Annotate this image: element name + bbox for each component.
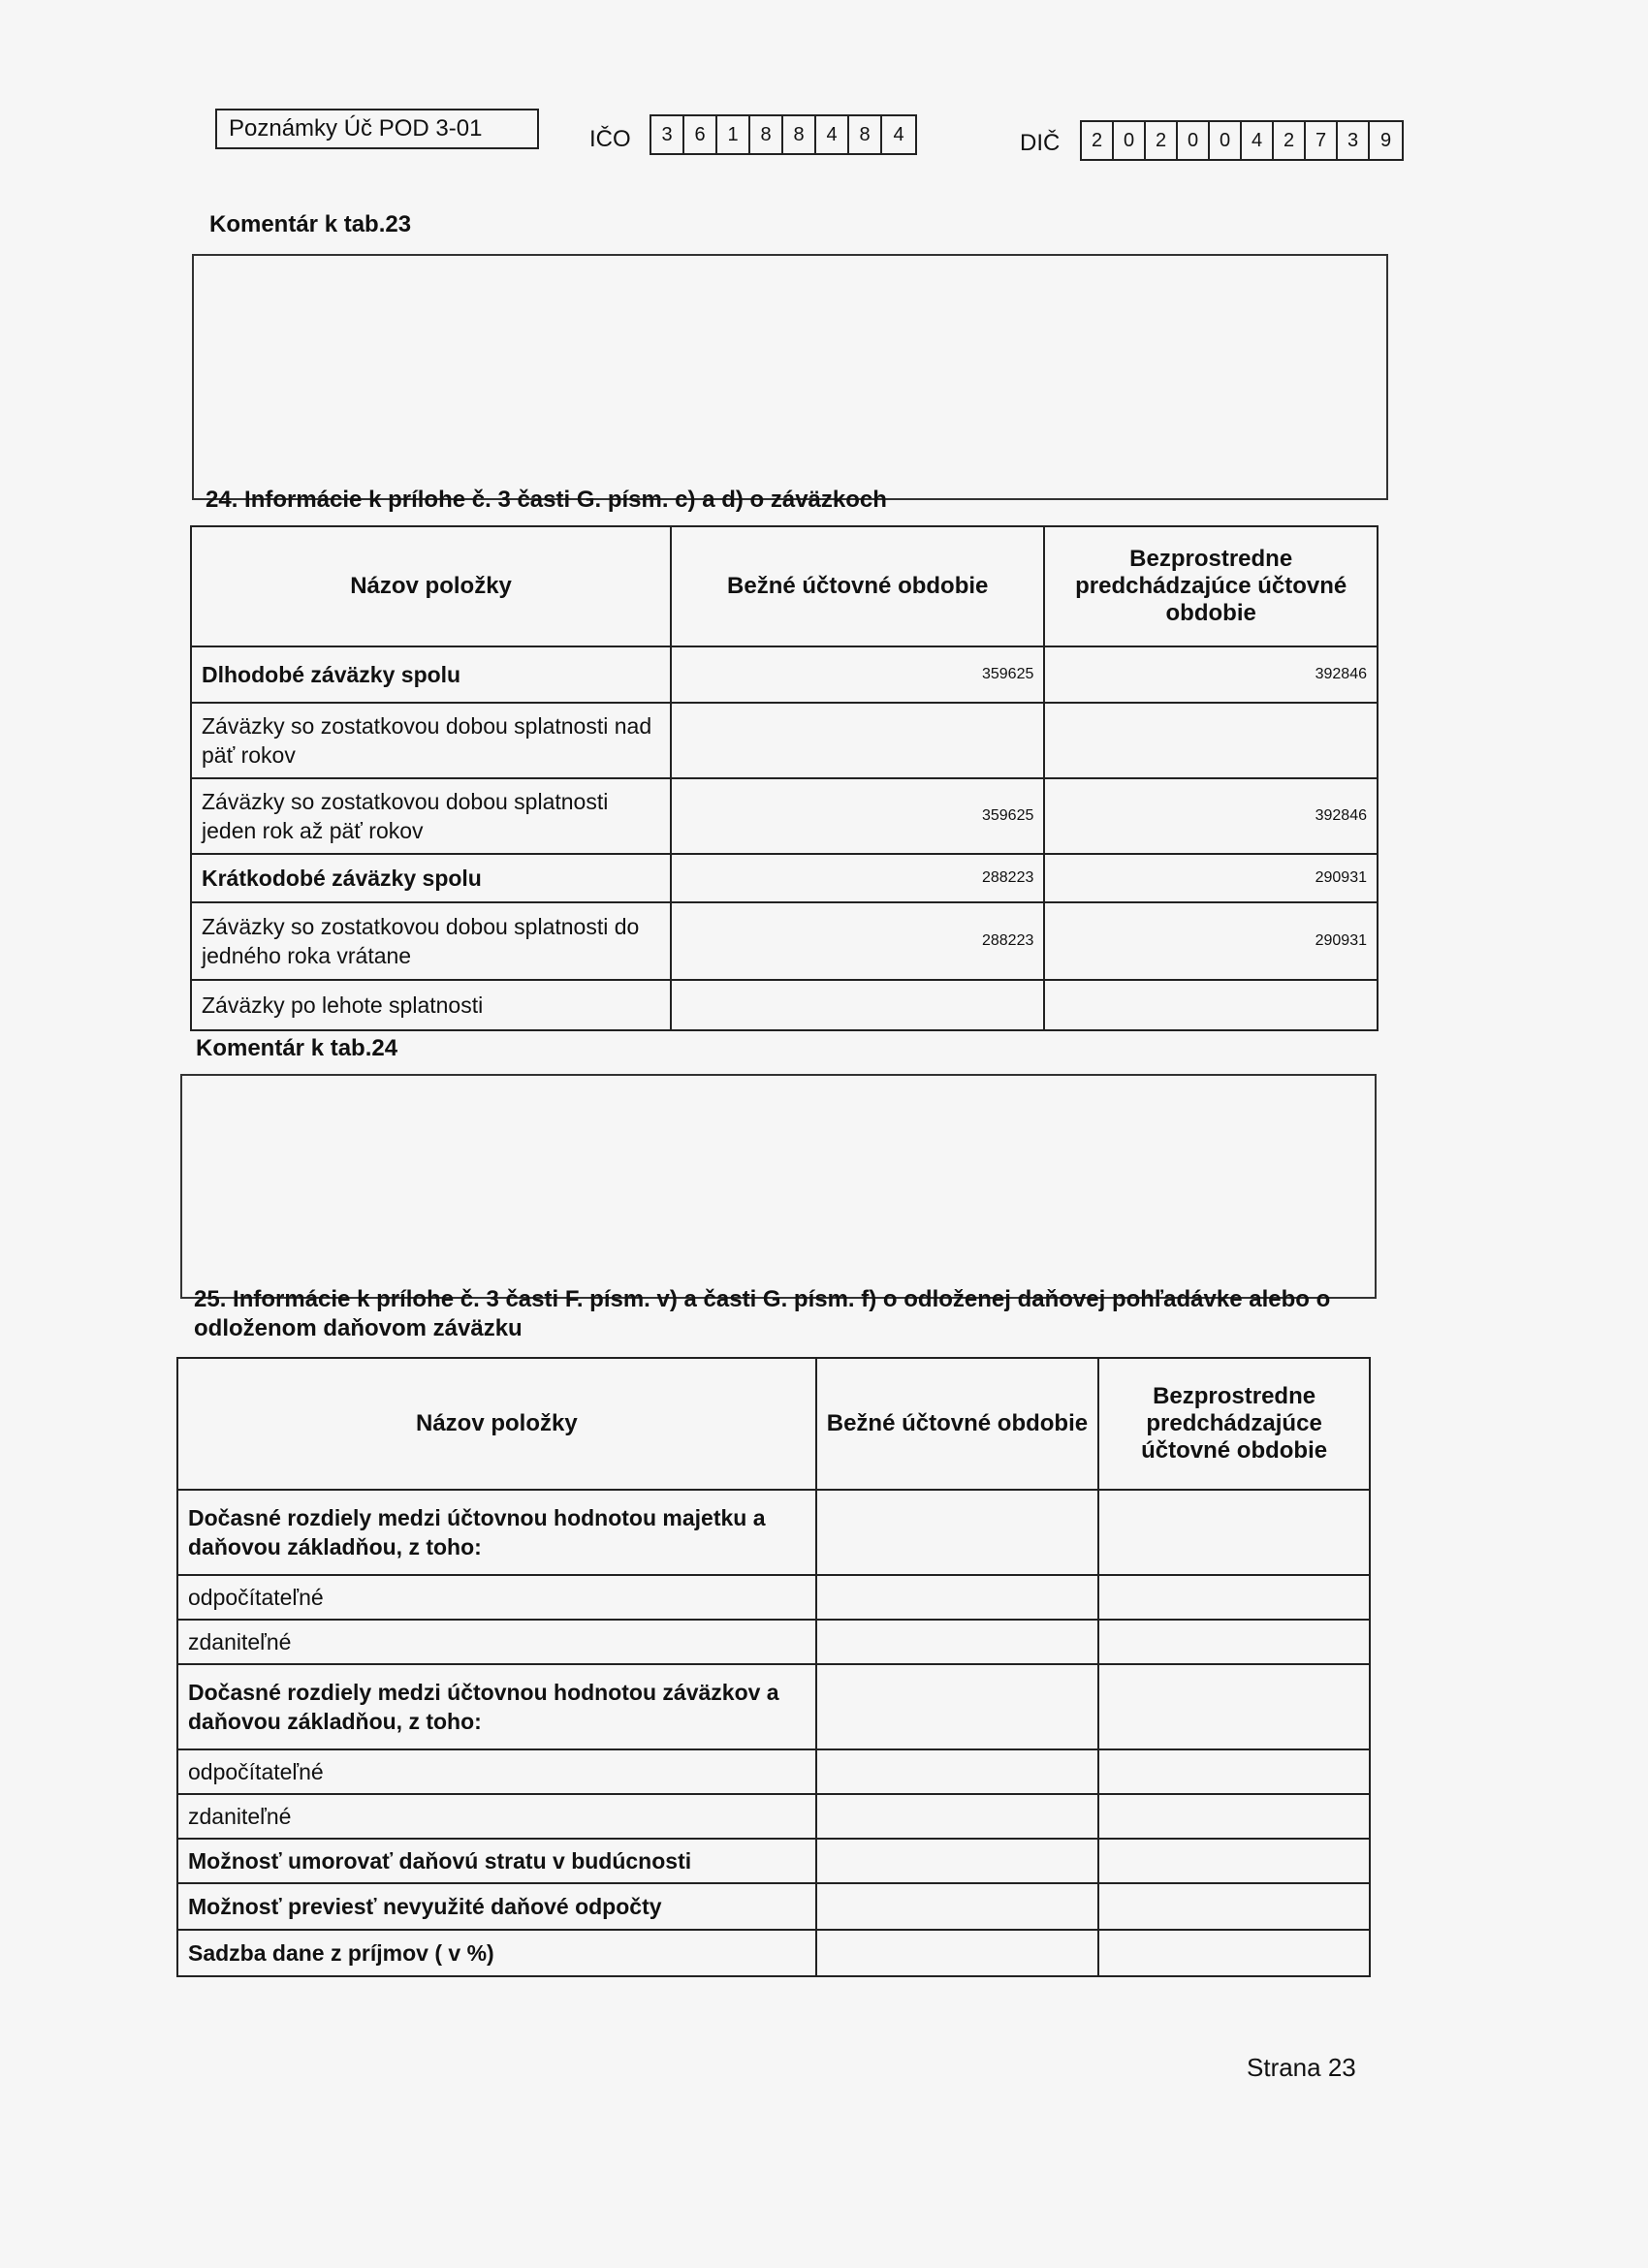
column-header: Bežné účtovné obdobie [816, 1358, 1099, 1490]
column-header: Bezprostredne predchádzajúce účtovné obdobie [1044, 526, 1378, 646]
table-row [191, 854, 1378, 902]
table-row [177, 1664, 1370, 1749]
row-label: Záväzky so zostatkovou dobou splatnosti do jedného roka vrátane [191, 902, 671, 980]
current-period-value[interactable]: 288223 [671, 902, 1044, 980]
comment24-label: Komentár k tab.24 [196, 1035, 398, 1061]
current-period-value[interactable] [816, 1749, 1099, 1794]
table-row [177, 1794, 1370, 1839]
table-row [177, 1620, 1370, 1664]
table-row [177, 1749, 1370, 1794]
comment23-label: Komentár k tab.23 [209, 211, 412, 237]
table-row [177, 1839, 1370, 1883]
dic-digit: 7 [1306, 122, 1338, 159]
current-period-value[interactable] [816, 1794, 1099, 1839]
ico-digit: 8 [783, 116, 816, 153]
current-period-value[interactable] [671, 703, 1044, 778]
previous-period-value[interactable] [1098, 1794, 1370, 1839]
table-header-row [191, 526, 1378, 646]
dic-digit: 3 [1338, 122, 1370, 159]
table-row [177, 1883, 1370, 1930]
table-row [191, 778, 1378, 854]
dic-digit: 4 [1242, 122, 1274, 159]
current-period-value[interactable] [816, 1930, 1099, 1976]
dic-digit: 2 [1274, 122, 1306, 159]
column-header: Názov položky [177, 1358, 816, 1490]
column-header: Bežné účtovné obdobie [671, 526, 1044, 646]
dic-digit: 2 [1146, 122, 1178, 159]
previous-period-value[interactable] [1044, 980, 1378, 1030]
ico-digit: 1 [717, 116, 750, 153]
table-header-row [177, 1358, 1370, 1490]
previous-period-value[interactable] [1098, 1883, 1370, 1930]
current-period-value[interactable] [816, 1575, 1099, 1620]
current-period-value[interactable] [816, 1490, 1099, 1575]
ico-digit: 3 [651, 116, 684, 153]
row-label: zdaniteľné [177, 1620, 816, 1664]
previous-period-value[interactable] [1098, 1490, 1370, 1575]
previous-period-value[interactable]: 392846 [1044, 646, 1378, 703]
row-label: zdaniteľné [177, 1794, 816, 1839]
current-period-value[interactable]: 288223 [671, 854, 1044, 902]
dic-digit: 0 [1210, 122, 1242, 159]
ico-digit-boxes [650, 114, 917, 155]
ico-digit: 6 [684, 116, 717, 153]
comment23-box[interactable] [192, 254, 1388, 500]
current-period-value[interactable] [816, 1664, 1099, 1749]
current-period-value[interactable] [816, 1883, 1099, 1930]
dic-label: DIČ [1020, 130, 1061, 156]
form-code: Poznámky Úč POD 3-01 [215, 109, 539, 149]
row-label: Záväzky so zostatkovou dobou splatnosti jeden rok až päť rokov [191, 778, 671, 854]
dic-digit: 0 [1114, 122, 1146, 159]
table-row [191, 646, 1378, 703]
previous-period-value[interactable]: 290931 [1044, 854, 1378, 902]
comment24-box[interactable] [180, 1074, 1377, 1299]
current-period-value[interactable] [671, 980, 1044, 1030]
table-row [177, 1930, 1370, 1976]
row-label: Záväzky po lehote splatnosti [191, 980, 671, 1030]
current-period-value[interactable] [816, 1839, 1099, 1883]
ico-digit: 4 [893, 124, 904, 145]
dic-digit: 2 [1082, 122, 1114, 159]
table-row [191, 902, 1378, 980]
previous-period-value[interactable]: 392846 [1044, 778, 1378, 854]
previous-period-value[interactable] [1098, 1620, 1370, 1664]
ico-digit: 4 [816, 116, 849, 153]
current-period-value[interactable]: 359625 [671, 778, 1044, 854]
previous-period-value[interactable] [1098, 1930, 1370, 1976]
row-label: Dlhodobé záväzky spolu [191, 646, 671, 703]
table-row [177, 1490, 1370, 1575]
row-label: Krátkodobé záväzky spolu [191, 854, 671, 902]
row-label: Záväzky so zostatkovou dobou splatnosti nad päť rokov [191, 703, 671, 778]
row-label: odpočítateľné [177, 1575, 816, 1620]
table-row [177, 1575, 1370, 1620]
dic-digit: 9 [1379, 130, 1392, 151]
row-label: odpočítateľné [177, 1749, 816, 1794]
previous-period-value[interactable] [1098, 1749, 1370, 1794]
ico-digit: 8 [750, 116, 783, 153]
current-period-value[interactable] [816, 1620, 1099, 1664]
dic-digit: 0 [1178, 122, 1210, 159]
current-period-value[interactable]: 359625 [671, 646, 1044, 703]
table-row [191, 980, 1378, 1030]
column-header: Názov položky [191, 526, 671, 646]
section24-title: 24. Informácie k prílohe č. 3 časti G. písm. c) a d) o záväzkoch [206, 487, 887, 513]
row-label: Možnosť previesť nevyužité daňové odpočty [177, 1883, 816, 1930]
previous-period-value[interactable] [1044, 703, 1378, 778]
section25-title: 25. Informácie k prílohe č. 3 časti F. písm. v) a časti G. písm. f) o odloženej daňovej pohľadávke alebo o odloženom daňovom záväzku [194, 1286, 1331, 1341]
previous-period-value[interactable] [1098, 1575, 1370, 1620]
row-label: Dočasné rozdiely medzi účtovnou hodnotou záväzkov a daňovou základňou, z toho: [177, 1664, 816, 1749]
liabilities-table [190, 525, 1379, 1031]
row-label: Možnosť umorovať daňovú stratu v budúcnosti [177, 1839, 816, 1883]
previous-period-value[interactable] [1098, 1664, 1370, 1749]
ico-digit: 8 [849, 116, 882, 153]
ico-label: IČO [589, 126, 631, 152]
row-label: Dočasné rozdiely medzi účtovnou hodnotou majetku a daňovou základňou, z toho: [177, 1490, 816, 1575]
deferred-tax-table [176, 1357, 1371, 1977]
row-label: Sadzba dane z príjmov ( v %) [177, 1930, 816, 1976]
column-header: Bezprostredne predchádzajúce účtovné obdobie [1098, 1358, 1370, 1490]
table-row [191, 703, 1378, 778]
dic-digit-boxes [1080, 120, 1404, 161]
page-number: Strana 23 [1247, 2053, 1356, 2082]
previous-period-value[interactable]: 290931 [1044, 902, 1378, 980]
previous-period-value[interactable] [1098, 1839, 1370, 1883]
